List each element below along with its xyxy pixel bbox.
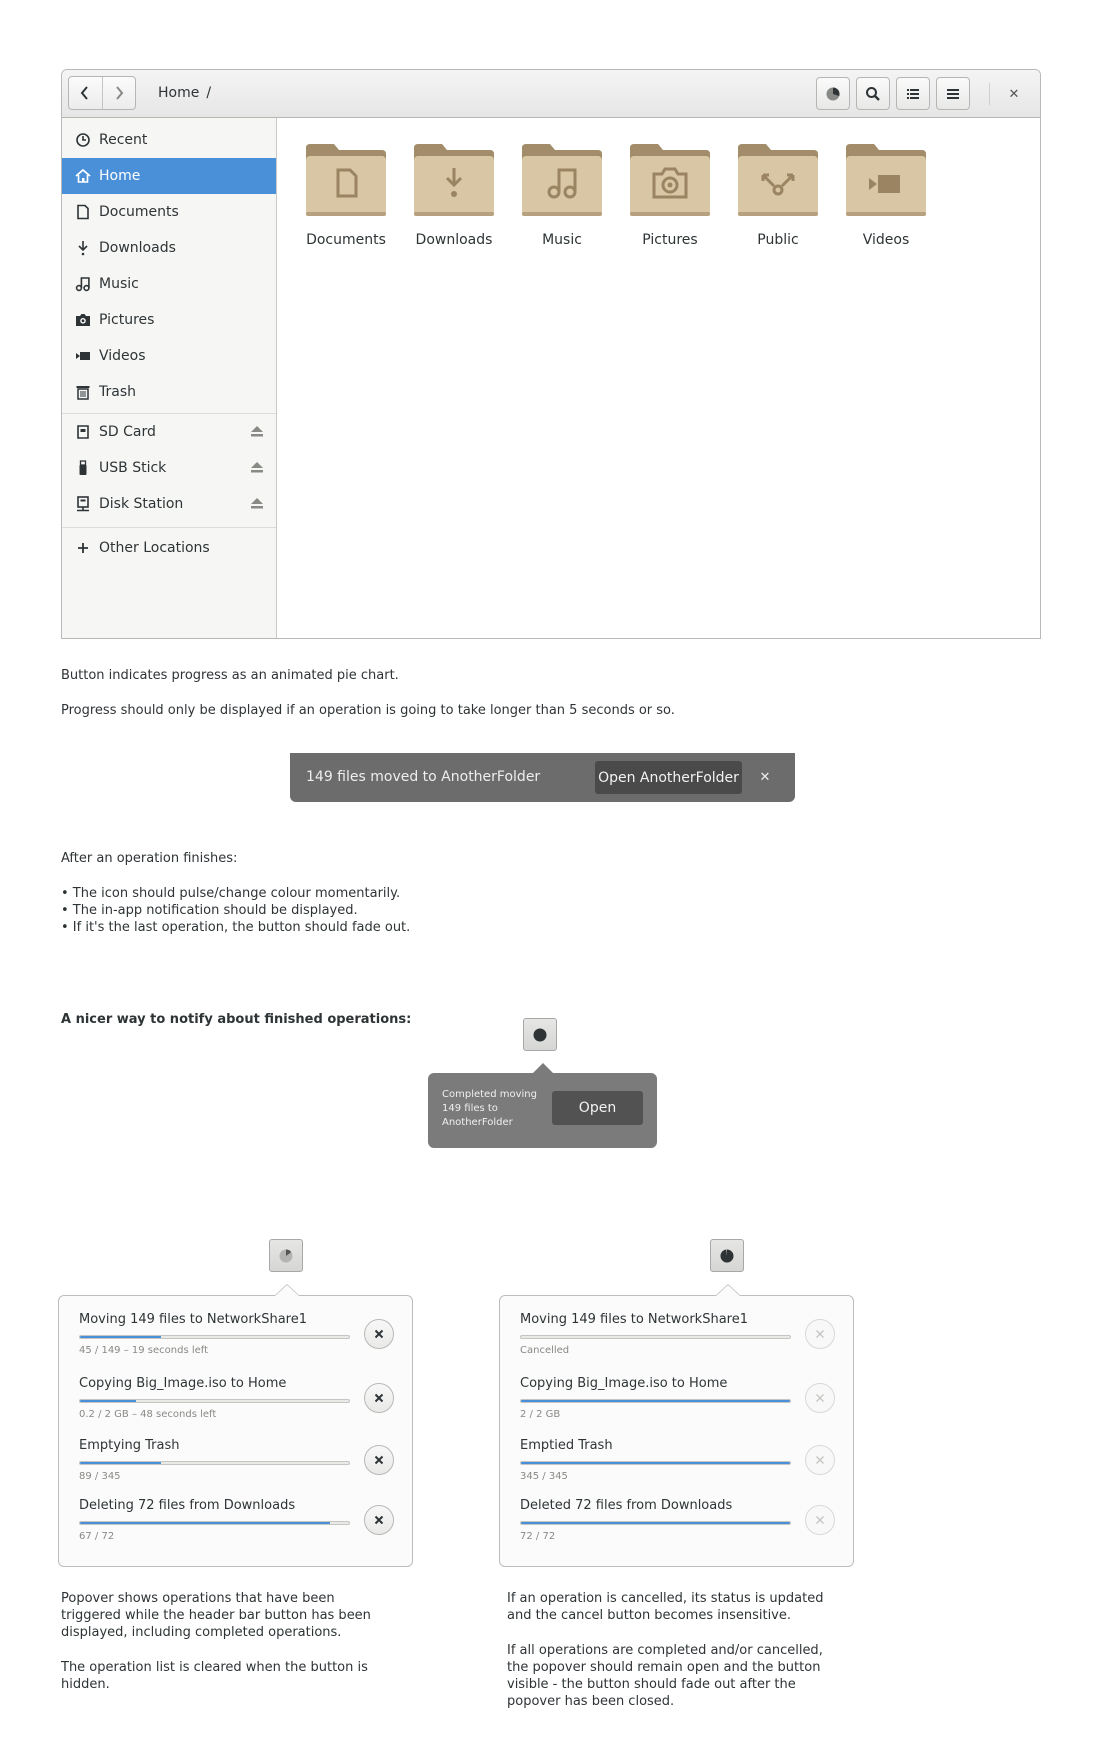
note-left-caption-2: The operation list is cleared when the button is hidden. bbox=[61, 1660, 368, 1692]
sidebar-item-recent[interactable] bbox=[62, 122, 276, 158]
progress-fill bbox=[80, 1336, 161, 1338]
clock-icon bbox=[75, 132, 91, 148]
sidebar-item-label: Recent bbox=[99, 132, 148, 148]
folder-label: Pictures bbox=[642, 232, 698, 248]
sidebar-item-label: Disk Station bbox=[99, 496, 184, 512]
cancel-operation-button[interactable] bbox=[364, 1445, 394, 1475]
operation-title: Deleting 72 files from Downloads bbox=[79, 1498, 296, 1513]
folder-pictures[interactable] bbox=[609, 142, 731, 248]
operation-progress-bar bbox=[79, 1521, 350, 1525]
sidebar-item-sd-card[interactable] bbox=[62, 414, 276, 450]
progress-fill bbox=[80, 1522, 330, 1524]
operation-title: Moving 149 files to NetworkShare1 bbox=[520, 1312, 748, 1327]
operation-title: Emptying Trash bbox=[79, 1438, 180, 1453]
sidebar-item-videos[interactable] bbox=[62, 338, 276, 374]
sidebar-item-label: USB Stick bbox=[99, 460, 167, 476]
cancel-operation-button bbox=[805, 1505, 835, 1535]
note-progress: Progress should only be displayed if an operation is going to take longer than 5 seconds or so. bbox=[61, 703, 675, 718]
operations-progress-button[interactable] bbox=[710, 1239, 744, 1272]
sidebar-item-other-locations[interactable] bbox=[62, 530, 276, 566]
video-icon bbox=[75, 348, 91, 364]
open-button[interactable]: Open bbox=[552, 1091, 643, 1125]
header-separator bbox=[989, 83, 990, 105]
folder-public[interactable] bbox=[717, 142, 839, 248]
folder-music-icon bbox=[520, 142, 604, 218]
note-pie-chart: Button indicates progress as an animated pie chart. bbox=[61, 668, 399, 683]
sidebar-item-label: Other Locations bbox=[99, 540, 210, 556]
operation-status: 45 / 149 – 19 seconds left bbox=[79, 1345, 209, 1356]
camera-icon bbox=[75, 312, 91, 328]
folder-label: Public bbox=[757, 232, 799, 248]
trash-icon bbox=[75, 384, 91, 400]
sidebar-item-home[interactable] bbox=[62, 158, 276, 194]
eject-icon bbox=[250, 425, 264, 437]
list-view-icon bbox=[905, 86, 921, 102]
sidebar-item-label: Downloads bbox=[99, 240, 176, 256]
file-view bbox=[277, 118, 1040, 638]
operation-progress-bar bbox=[79, 1461, 350, 1465]
eject-icon bbox=[250, 461, 264, 473]
operation-status: 2 / 2 GB bbox=[520, 1409, 561, 1420]
sd-card-icon bbox=[75, 424, 91, 440]
completed-message: Completed moving 149 files to AnotherFolder bbox=[442, 1089, 537, 1128]
close-icon: ✕ bbox=[1008, 86, 1020, 102]
note-nicer-heading: A nicer way to notify about finished operations: bbox=[61, 1012, 412, 1027]
progress-fill bbox=[80, 1400, 136, 1402]
plus-icon bbox=[75, 540, 91, 556]
music-icon bbox=[75, 276, 91, 292]
operations-progress-button[interactable] bbox=[816, 77, 850, 110]
forward-icon bbox=[113, 86, 125, 100]
home-icon bbox=[75, 168, 91, 184]
operation-status: 89 / 345 bbox=[79, 1471, 121, 1482]
operation-status: 0.2 / 2 GB – 48 seconds left bbox=[79, 1409, 217, 1420]
note-right-caption-2: If all operations are completed and/or cancelled, the popover should remain open and the button visible - the button should fade out after the popover has been closed. bbox=[507, 1643, 823, 1709]
progress-fill bbox=[521, 1400, 790, 1402]
pie-slice bbox=[721, 1249, 734, 1262]
progress-fill bbox=[521, 1462, 790, 1464]
operation-title: Copying Big_Image.iso to Home bbox=[520, 1376, 728, 1391]
sidebar-item-label: Documents bbox=[99, 204, 179, 220]
breadcrumb-separator: / bbox=[206, 85, 212, 101]
hamburger-icon bbox=[945, 86, 961, 102]
dismiss-notification-button[interactable] bbox=[754, 766, 776, 788]
close-window-button[interactable] bbox=[1000, 80, 1028, 108]
note-after-heading: After an operation finishes: bbox=[61, 851, 238, 866]
folder-videos-icon bbox=[844, 142, 928, 218]
usb-icon bbox=[75, 460, 91, 476]
folder-public-icon bbox=[736, 142, 820, 218]
sidebar-separator bbox=[62, 527, 276, 528]
popover-arrow bbox=[532, 1063, 554, 1074]
folder-documents[interactable] bbox=[285, 142, 407, 248]
cancel-operation-button[interactable] bbox=[364, 1505, 394, 1535]
cancel-operation-button[interactable] bbox=[364, 1383, 394, 1413]
cancel-operation-button bbox=[805, 1445, 835, 1475]
operation-title: Moving 149 files to NetworkShare1 bbox=[79, 1312, 307, 1327]
complete-dot-icon bbox=[532, 1027, 548, 1043]
menu-button[interactable] bbox=[936, 77, 970, 110]
operation-status: 67 / 72 bbox=[79, 1531, 115, 1542]
operations-popover-finished bbox=[499, 1295, 854, 1567]
sidebar-item-disk-station[interactable] bbox=[62, 486, 276, 522]
operation-progress-bar bbox=[79, 1399, 350, 1403]
sidebar-item-music[interactable] bbox=[62, 266, 276, 302]
operation-title: Emptied Trash bbox=[520, 1438, 613, 1453]
popover-arrow bbox=[715, 1284, 741, 1296]
operation-progress-bar bbox=[520, 1521, 791, 1525]
operation-progress-bar bbox=[520, 1335, 791, 1339]
note-after-item: • The in-app notification should be displayed. bbox=[61, 903, 358, 918]
network-drive-icon bbox=[75, 496, 91, 512]
cancel-icon bbox=[815, 1393, 825, 1403]
sidebar-item-label: Trash bbox=[99, 384, 136, 400]
notification-message: 149 files moved to AnotherFolder bbox=[306, 769, 541, 785]
operation-progress-bar bbox=[520, 1461, 791, 1465]
folder-downloads[interactable] bbox=[393, 142, 515, 248]
operation-row bbox=[520, 1438, 842, 1488]
progress-fill bbox=[521, 1522, 790, 1524]
completed-popover bbox=[428, 1073, 657, 1148]
operation-row bbox=[520, 1312, 842, 1362]
eject-button[interactable] bbox=[250, 425, 264, 441]
in-app-notification bbox=[290, 753, 795, 802]
folder-label: Downloads bbox=[415, 232, 493, 248]
header-bar bbox=[62, 70, 1040, 118]
note-left-caption-1: Popover shows operations that have been triggered while the header bar button has been displayed, including completed operations. bbox=[61, 1591, 371, 1640]
operation-row bbox=[520, 1376, 842, 1426]
note-after-item: • The icon should pulse/change colour momentarily. bbox=[61, 886, 401, 901]
progress-pie-icon bbox=[825, 86, 841, 102]
operation-progress-bar bbox=[520, 1399, 791, 1403]
folder-documents-icon bbox=[304, 142, 388, 218]
cancel-operation-button bbox=[805, 1319, 835, 1349]
progress-pie-icon bbox=[278, 1248, 294, 1264]
view-list-button[interactable] bbox=[896, 77, 930, 110]
progress-pie-icon bbox=[719, 1248, 735, 1264]
popover-arrow bbox=[274, 1284, 300, 1296]
cancel-operation-button bbox=[805, 1383, 835, 1413]
operations-progress-button[interactable] bbox=[269, 1239, 303, 1272]
folder-label: Videos bbox=[862, 232, 910, 248]
operation-title: Deleted 72 files from Downloads bbox=[520, 1498, 733, 1513]
operations-popover-in-progress bbox=[58, 1295, 413, 1567]
sidebar-item-trash[interactable] bbox=[62, 374, 276, 410]
breadcrumb[interactable] bbox=[158, 85, 211, 101]
forward-button[interactable] bbox=[102, 77, 135, 109]
eject-button[interactable] bbox=[250, 461, 264, 477]
operation-row bbox=[520, 1498, 842, 1548]
sidebar-item-label: SD Card bbox=[99, 424, 156, 440]
operation-status: 72 / 72 bbox=[520, 1531, 556, 1542]
folder-music[interactable] bbox=[501, 142, 623, 248]
cancel-operation-button[interactable] bbox=[364, 1319, 394, 1349]
cancel-icon bbox=[374, 1455, 384, 1465]
cancel-icon bbox=[374, 1329, 384, 1339]
sidebar-item-documents[interactable] bbox=[62, 194, 276, 230]
operation-progress-bar bbox=[79, 1335, 350, 1339]
download-icon bbox=[75, 240, 91, 256]
cancel-icon bbox=[374, 1515, 384, 1525]
back-button[interactable] bbox=[69, 77, 102, 109]
progress-fill bbox=[80, 1462, 161, 1464]
folder-downloads-icon bbox=[412, 142, 496, 218]
files-window bbox=[61, 69, 1041, 639]
operation-row bbox=[79, 1376, 401, 1426]
folder-label: Music bbox=[542, 232, 582, 248]
breadcrumb-home[interactable]: Home bbox=[158, 85, 200, 101]
search-icon bbox=[865, 86, 881, 102]
open-folder-button[interactable]: Open AnotherFolder bbox=[595, 761, 742, 794]
folder-label: Documents bbox=[306, 232, 386, 248]
operation-title: Copying Big_Image.iso to Home bbox=[79, 1376, 287, 1391]
operation-row bbox=[79, 1498, 401, 1548]
sidebar-item-label: Pictures bbox=[99, 312, 155, 328]
note-after-item: • If it's the last operation, the button should fade out. bbox=[61, 920, 411, 935]
sidebar-item-usb-stick[interactable] bbox=[62, 450, 276, 486]
back-icon bbox=[79, 86, 91, 100]
cancel-icon bbox=[815, 1455, 825, 1465]
sidebar-item-downloads[interactable] bbox=[62, 230, 276, 266]
eject-button[interactable] bbox=[250, 497, 264, 513]
search-button[interactable] bbox=[856, 77, 890, 110]
note-right-caption-1: If an operation is cancelled, its status is updated and the cancel button becomes insensitive. bbox=[507, 1591, 824, 1623]
folder-pictures-icon bbox=[628, 142, 712, 218]
sidebar-item-label: Videos bbox=[99, 348, 146, 364]
operation-status: 345 / 345 bbox=[520, 1471, 568, 1482]
cancel-icon bbox=[815, 1329, 825, 1339]
eject-icon bbox=[250, 497, 264, 509]
cancel-icon bbox=[815, 1515, 825, 1525]
operation-row bbox=[79, 1438, 401, 1488]
sidebar-item-label: Music bbox=[99, 276, 139, 292]
operation-status: Cancelled bbox=[520, 1345, 570, 1356]
folder-videos[interactable] bbox=[825, 142, 947, 248]
operation-row bbox=[79, 1312, 401, 1362]
operations-complete-button[interactable] bbox=[523, 1018, 557, 1051]
close-icon: ✕ bbox=[759, 769, 771, 785]
document-icon bbox=[75, 204, 91, 220]
cancel-icon bbox=[374, 1393, 384, 1403]
sidebar-item-label: Home bbox=[99, 168, 141, 184]
sidebar-item-pictures[interactable] bbox=[62, 302, 276, 338]
navigation-buttons bbox=[68, 76, 136, 110]
sidebar bbox=[62, 118, 277, 638]
